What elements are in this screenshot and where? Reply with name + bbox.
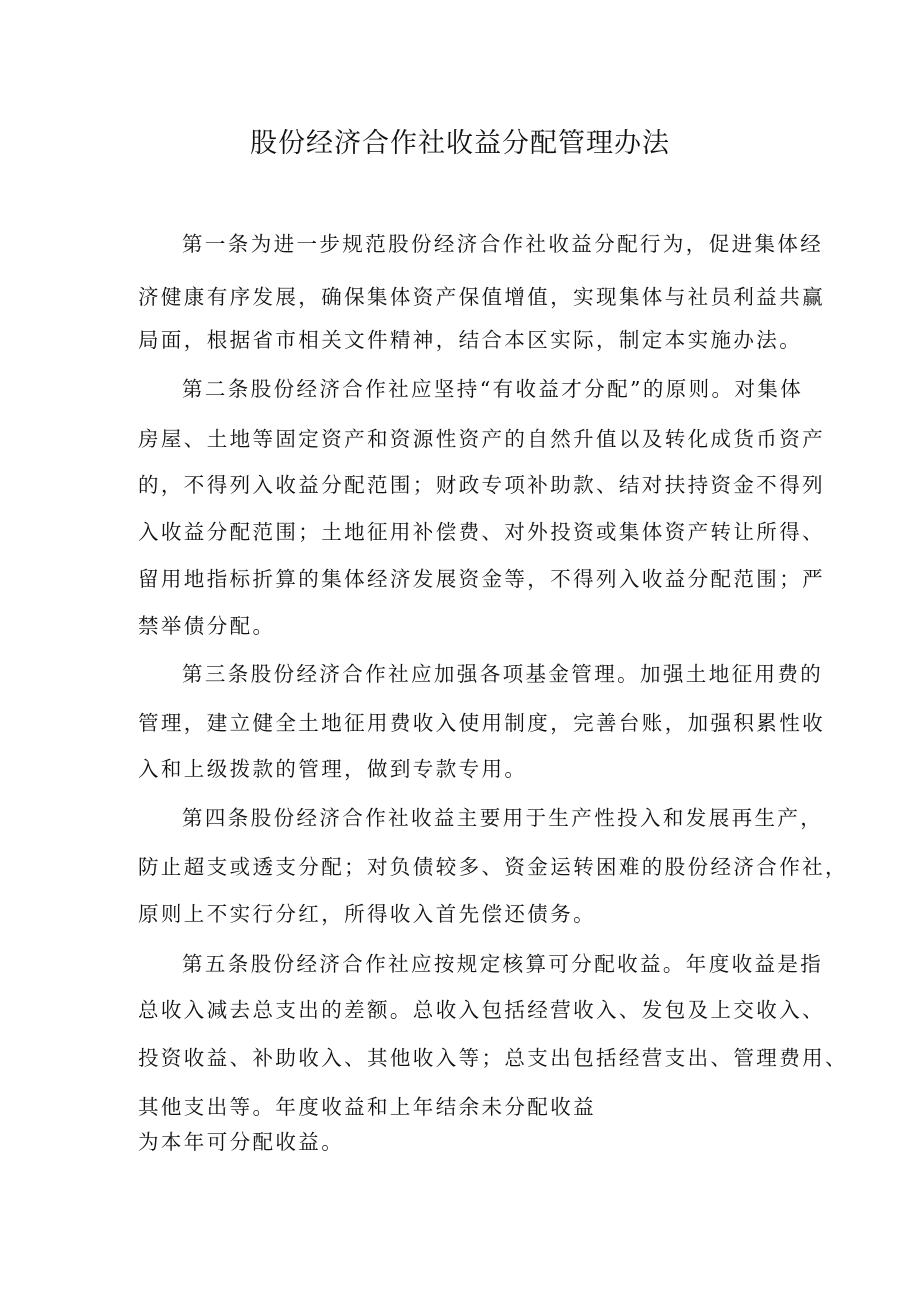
article-4-line-1: 第四条股份经济合作社收益主要用于生产性投入和发展再生产，	[182, 806, 824, 830]
article-4-line-2: 防止超支或透支分配；对负债较多、资金运转困难的股份经济合作社，	[138, 855, 848, 879]
article-2-line-5: 留用地指标折算的集体经济发展资金等，不得列入收益分配范围；严	[138, 567, 825, 591]
article-3-line-2: 管理，建立健全土地征用费收入使用制度，完善台账，加强积累性收	[138, 711, 825, 735]
article-1-line-1: 第一条为进一步规范股份经济合作社收益分配行为，促进集体经	[182, 232, 824, 256]
document-title: 股份经济合作社收益分配管理办法	[250, 128, 670, 159]
article-5-line-5: 为本年可分配收益。	[138, 1130, 345, 1154]
article-1-line-3: 局面，根据省市相关文件精神，结合本区实际，制定本实施办法。	[138, 328, 803, 352]
article-3-line-1: 第三条股份经济合作社应加强各项基金管理。加强土地征用费的	[182, 662, 824, 686]
article-2-line-4: 入收益分配范围；土地征用补偿费、对外投资或集体资产转让所得、	[138, 520, 825, 544]
article-5-line-4: 其他支出等。年度收益和上年结余未分配收益	[138, 1095, 596, 1119]
article-2-line-1: 第二条股份经济合作社应坚持“有收益才分配”的原则。对集体	[182, 377, 804, 401]
article-5-line-2: 总收入减去总支出的差额。总收入包括经营收入、发包及上交收入、	[138, 998, 825, 1022]
article-2-line-2: 房屋、土地等固定资产和资源性资产的自然升值以及转化成货币资产	[138, 427, 825, 451]
article-5-line-1: 第五条股份经济合作社应按规定核算可分配收益。年度收益是指	[182, 952, 824, 976]
article-3-line-3: 入和上级拨款的管理，做到专款专用。	[138, 757, 528, 781]
article-5-line-3: 投资收益、补助收入、其他收入等；总支出包括经营支出、管理费用、	[138, 1046, 848, 1070]
article-4-line-3: 原则上不实行分红，所得收入首先偿还债务。	[138, 902, 596, 926]
article-2-line-3: 的，不得列入收益分配范围；财政专项补助款、结对扶持资金不得列	[138, 473, 825, 497]
article-1-line-2: 济健康有序发展，确保集体资产保值增值，实现集体与社员利益共赢	[138, 285, 825, 309]
article-2-line-6: 禁举债分配。	[138, 614, 276, 638]
